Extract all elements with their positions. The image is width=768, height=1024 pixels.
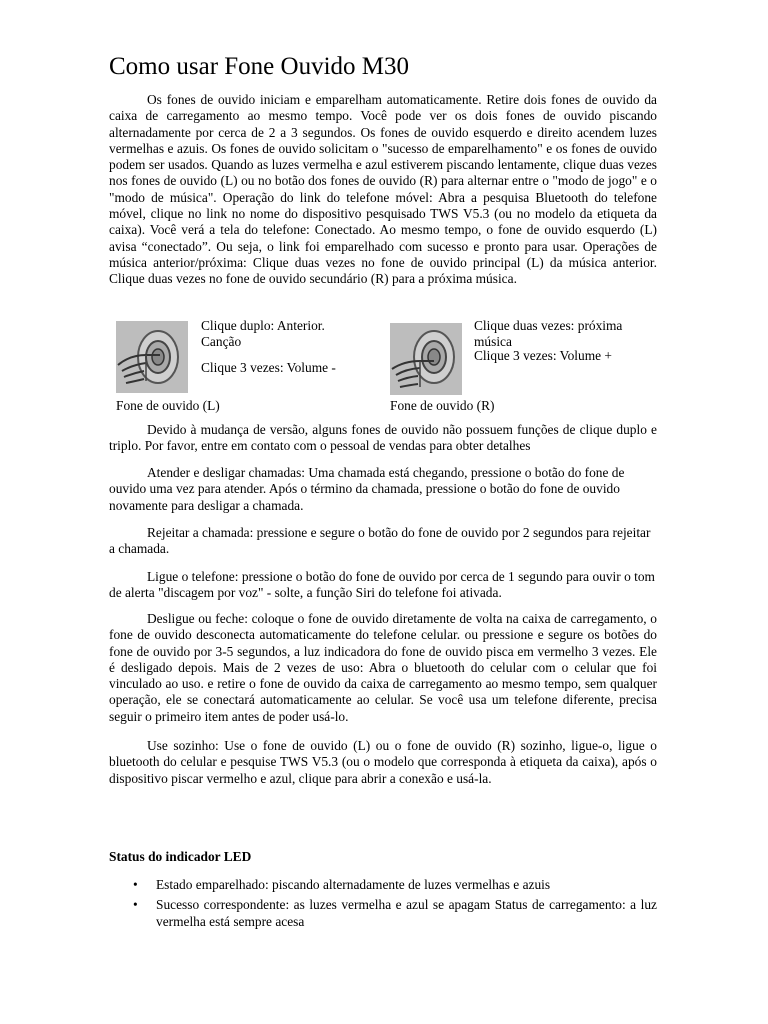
intro-paragraph: Os fones de ouvido iniciam e emparelham automaticamente. Retire dois fones de ouvido da caixa de carregamento ao mesmo tempo. Você pode ver os dois fones de ouvido piscando alternadamente por cerca de 2 a 3 segundos. Os fones de ouvido esquerdo e direito acendem luzes vermelhas e azuis. Os fones de ouvido solicitam o "sucesso de emparelhamento" e os fones de ouvido podem ser usados. Quando as luzes vermelha e azul estiverem piscando lentamente, clique duas vezes nos fones de ouvido (L) ou no botão dos fones de ouvido (R) para alternar entre o "modo de jogo" e o "modo de música". Operação do link do telefone móvel: Abra a pesquisa Bluetooth do telefone móvel, clique no link no nome do dispositivo pesquisado TWS V5.3 (ou no modelo da etiqueta da caixa). Você verá a tela do telefone: Conectado. Ao mesmo tempo, o fone de ouvido esquerdo (L) avisa “conectado”. Ou seja, o link foi emparelhado com sucesso e pronto para usar. Operações de música anterior/próxima: Clique duas vezes no fone de ouvido principal (L) da música anterior. Clique duas vezes no fone de ouvido secundário (R) para a próxima música. bbox=[109, 92, 657, 287]
led-item-text: Estado emparelhado: piscando alternadamente de luzes vermelhas e azuis bbox=[156, 877, 551, 892]
list-item bbox=[109, 877, 657, 893]
power-off-paragraph: Desligue ou feche: coloque o fone de ouvido diretamente de volta na caixa de carregamento, o fone de ouvido desconecta automaticamente do telefone celular. ou pressione e segure os botões do fone de ouvido por 3-5 segundos, a luz indicadora do fone de ouvido pisca em vermelho 3 vezes. Ele é desligado depois. Mais de 2 vezes de uso: Abra o bluetooth do celular com o celular que foi vinculado ao uso. e retire o fone de ouvido da caixa de carregamento ao mesmo tempo, sem qualquer operação, ele se conectará automaticamente ao celular. Se você usa um telefone diferente, precisa seguir o primeiro item antes de poder usá-lo. bbox=[109, 611, 657, 724]
bullet-icon: • bbox=[133, 897, 138, 913]
right-double-click-label: Clique duas vezes: próxima música bbox=[474, 318, 623, 350]
led-status-heading: Status do indicador LED bbox=[109, 849, 252, 864]
right-earbud-caption: Fone de ouvido (R) bbox=[390, 398, 495, 413]
left-double-click-label: Clique duplo: Anterior. Canção bbox=[201, 318, 325, 350]
bullet-icon: • bbox=[133, 877, 138, 892]
make-call-paragraph: Ligue o telefone: pressione o botão do fone de ouvido por cerca de 1 segundo para ouvir o tom de alerta "discagem por voz" - solte, a função Siri do telefone foi ativada. bbox=[109, 569, 655, 601]
answer-call-paragraph: Atender e desligar chamadas: Uma chamada está chegando, pressione o botão do fone de ouvido uma vez para atender. Após o término da chamada, pressione o botão do fone de ouvido novamente para desligar a chamada. bbox=[109, 465, 625, 513]
right-earbud-touch-image bbox=[390, 323, 462, 395]
left-earbud-caption: Fone de ouvido (L) bbox=[116, 398, 220, 413]
led-item-text: Sucesso correspondente: as luzes vermelha e azul se apagam Status de carregamento: a luz vermelha está sempre acesa bbox=[156, 897, 657, 929]
led-status-list bbox=[109, 877, 657, 934]
right-triple-click-label: Clique 3 vezes: Volume + bbox=[474, 348, 612, 363]
page-title: Como usar Fone Ouvido M30 bbox=[109, 53, 409, 80]
use-alone-paragraph: Use sozinho: Use o fone de ouvido (L) ou o fone de ouvido (R) sozinho, ligue-o, ligue o bluetooth do celular e pesquise TWS V5.3 (ou o modelo que corresponda à etiqueta da caixa), após o dispositivo piscar vermelho e azul, clique para abrir a conexão e usá-la. bbox=[109, 738, 657, 786]
reject-call-paragraph: Rejeitar a chamada: pressione e segure o botão do fone de ouvido por 2 segundos para rejeitar a chamada. bbox=[109, 525, 651, 557]
left-triple-click-label: Clique 3 vezes: Volume - bbox=[201, 360, 336, 375]
version-paragraph: Devido à mudança de versão, alguns fones de ouvido não possuem funções de clique duplo e triplo. Por favor, entre em contato com o pessoal de vendas para obter detalhes bbox=[109, 422, 657, 454]
list-item bbox=[109, 897, 657, 930]
left-earbud-touch-image bbox=[116, 321, 188, 393]
